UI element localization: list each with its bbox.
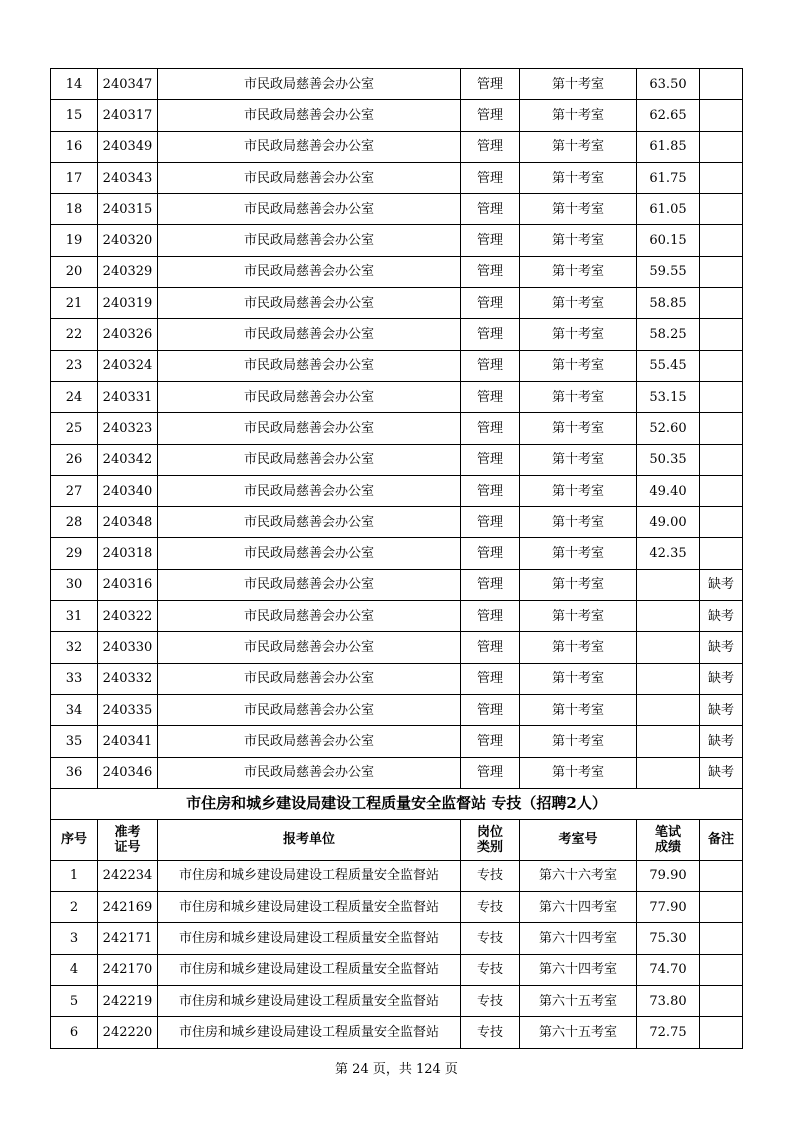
cell-score: 73.80 [637,986,700,1017]
cell-post-type: 管理 [461,256,520,287]
cell-note [700,225,743,256]
cell-score [637,726,700,757]
cell-score [637,694,700,725]
cell-score: 63.50 [637,69,700,100]
cell-unit: 市住房和城乡建设局建设工程质量安全监督站 [158,1017,461,1048]
cell-score: 79.90 [637,860,700,891]
cell-note [700,860,743,891]
cell-unit: 市民政局慈善会办公室 [158,225,461,256]
cell-seq: 19 [51,225,98,256]
table-row [51,892,743,923]
cell-post-type: 管理 [461,131,520,162]
table-row [51,100,743,131]
cell-unit: 市民政局慈善会办公室 [158,69,461,100]
cell-seq: 29 [51,538,98,569]
table-row [51,131,743,162]
cell-exam-room: 第十考室 [520,413,637,444]
cell-exam-id: 240323 [98,413,158,444]
cell-seq: 1 [51,860,98,891]
cell-unit: 市民政局慈善会办公室 [158,444,461,475]
cell-score: 55.45 [637,350,700,381]
header-seq: 序号 [51,819,98,860]
cell-unit: 市民政局慈善会办公室 [158,319,461,350]
cell-note [700,507,743,538]
cell-unit: 市民政局慈善会办公室 [158,350,461,381]
cell-post-type: 管理 [461,319,520,350]
cell-exam-room: 第十考室 [520,381,637,412]
cell-note [700,131,743,162]
table-row [51,288,743,319]
cell-exam-room: 第十考室 [520,663,637,694]
cell-exam-id: 240348 [98,507,158,538]
table-row [51,350,743,381]
cell-seq: 14 [51,69,98,100]
cell-note [700,475,743,506]
cell-seq: 34 [51,694,98,725]
table-row [51,413,743,444]
cell-unit: 市民政局慈善会办公室 [158,726,461,757]
cell-note [700,923,743,954]
cell-seq: 17 [51,162,98,193]
cell-post-type: 管理 [461,569,520,600]
cell-seq: 36 [51,757,98,788]
section-title: 市住房和城乡建设局建设工程质量安全监督站 专技（招聘2人） [51,788,743,819]
cell-seq: 33 [51,663,98,694]
cell-score: 61.05 [637,194,700,225]
cell-seq: 23 [51,350,98,381]
cell-exam-room: 第十考室 [520,475,637,506]
cell-post-type: 管理 [461,288,520,319]
cell-score: 53.15 [637,381,700,412]
table-row [51,663,743,694]
cell-note [700,100,743,131]
table-row [51,538,743,569]
table-row [51,162,743,193]
cell-score [637,601,700,632]
cell-unit: 市民政局慈善会办公室 [158,256,461,287]
cell-score: 52.60 [637,413,700,444]
cell-exam-room: 第十考室 [520,757,637,788]
table-body-section-2 [51,860,743,1048]
table-row [51,601,743,632]
table-row [51,757,743,788]
cell-unit: 市民政局慈善会办公室 [158,601,461,632]
header-room: 考室号 [520,819,637,860]
table-row [51,1017,743,1048]
cell-post-type: 专技 [461,860,520,891]
cell-exam-room: 第十考室 [520,601,637,632]
cell-post-type: 管理 [461,225,520,256]
cell-exam-room: 第十考室 [520,726,637,757]
cell-exam-room: 第六十五考室 [520,1017,637,1048]
cell-post-type: 专技 [461,923,520,954]
cell-post-type: 专技 [461,986,520,1017]
cell-seq: 16 [51,131,98,162]
header-id-line2: 证号 [114,839,141,855]
cell-exam-id: 242220 [98,1017,158,1048]
cell-exam-room: 第十考室 [520,319,637,350]
table-section-2 [51,788,743,860]
cell-seq: 6 [51,1017,98,1048]
cell-exam-room: 第六十四考室 [520,892,637,923]
cell-note: 缺考 [700,632,743,663]
cell-unit: 市民政局慈善会办公室 [158,569,461,600]
cell-unit: 市民政局慈善会办公室 [158,131,461,162]
cell-exam-id: 240330 [98,632,158,663]
cell-exam-room: 第十考室 [520,100,637,131]
table-row [51,569,743,600]
cell-exam-id: 240329 [98,256,158,287]
cell-exam-room: 第十考室 [520,632,637,663]
cell-seq: 24 [51,381,98,412]
page-footer: 第 24 页，共 124 页 [335,1062,458,1077]
table-row [51,923,743,954]
cell-unit: 市住房和城乡建设局建设工程质量安全监督站 [158,923,461,954]
cell-score: 58.85 [637,288,700,319]
cell-score: 60.15 [637,225,700,256]
header-score [637,819,700,860]
cell-note [700,162,743,193]
table-row [51,726,743,757]
cell-exam-id: 240317 [98,100,158,131]
cell-unit: 市民政局慈善会办公室 [158,757,461,788]
header-score-line1: 笔试 [654,824,681,840]
cell-seq: 26 [51,444,98,475]
cell-seq: 25 [51,413,98,444]
table-body-section-1 [51,69,743,789]
cell-seq: 18 [51,194,98,225]
cell-exam-id: 240343 [98,162,158,193]
cell-exam-id: 240335 [98,694,158,725]
header-type [461,819,520,860]
table-row [51,444,743,475]
cell-exam-room: 第十考室 [520,225,637,256]
cell-note: 缺考 [700,694,743,725]
cell-post-type: 管理 [461,475,520,506]
cell-score [637,757,700,788]
cell-post-type: 管理 [461,413,520,444]
cell-score: 42.35 [637,538,700,569]
cell-unit: 市民政局慈善会办公室 [158,162,461,193]
cell-score: 61.75 [637,162,700,193]
cell-exam-id: 240324 [98,350,158,381]
cell-post-type: 管理 [461,663,520,694]
cell-seq: 20 [51,256,98,287]
cell-post-type: 管理 [461,444,520,475]
cell-exam-id: 240341 [98,726,158,757]
cell-score: 62.65 [637,100,700,131]
cell-unit: 市住房和城乡建设局建设工程质量安全监督站 [158,892,461,923]
header-score-line2: 成绩 [654,839,681,855]
cell-score: 72.75 [637,1017,700,1048]
cell-score: 61.85 [637,131,700,162]
cell-exam-id: 240347 [98,69,158,100]
table-row [51,694,743,725]
cell-note [700,288,743,319]
cell-exam-id: 242170 [98,954,158,985]
cell-exam-id: 240320 [98,225,158,256]
cell-exam-id: 240316 [98,569,158,600]
cell-exam-room: 第十考室 [520,194,637,225]
cell-seq: 3 [51,923,98,954]
cell-seq: 30 [51,569,98,600]
cell-unit: 市住房和城乡建设局建设工程质量安全监督站 [158,986,461,1017]
cell-exam-id: 240319 [98,288,158,319]
cell-note [700,986,743,1017]
cell-post-type: 管理 [461,69,520,100]
cell-post-type: 管理 [461,694,520,725]
table-row [51,194,743,225]
cell-exam-id: 240315 [98,194,158,225]
cell-score [637,663,700,694]
cell-exam-room: 第六十五考室 [520,986,637,1017]
table-row [51,632,743,663]
header-note: 备注 [700,819,743,860]
cell-note: 缺考 [700,757,743,788]
cell-unit: 市民政局慈善会办公室 [158,100,461,131]
cell-note [700,413,743,444]
cell-unit: 市民政局慈善会办公室 [158,538,461,569]
cell-exam-id: 240342 [98,444,158,475]
cell-unit: 市住房和城乡建设局建设工程质量安全监督站 [158,954,461,985]
table-row [51,475,743,506]
cell-note [700,1017,743,1048]
cell-unit: 市民政局慈善会办公室 [158,507,461,538]
cell-note [700,892,743,923]
cell-score: 50.35 [637,444,700,475]
results-table [50,68,743,1049]
cell-score: 75.30 [637,923,700,954]
cell-seq: 22 [51,319,98,350]
cell-seq: 21 [51,288,98,319]
cell-unit: 市民政局慈善会办公室 [158,694,461,725]
cell-seq: 32 [51,632,98,663]
cell-unit: 市民政局慈善会办公室 [158,194,461,225]
cell-seq: 5 [51,986,98,1017]
cell-post-type: 专技 [461,892,520,923]
cell-note [700,256,743,287]
cell-exam-room: 第六十四考室 [520,954,637,985]
cell-unit: 市民政局慈善会办公室 [158,381,461,412]
cell-seq: 4 [51,954,98,985]
cell-seq: 27 [51,475,98,506]
cell-exam-room: 第十考室 [520,288,637,319]
cell-seq: 35 [51,726,98,757]
table-header-row [51,819,743,860]
table-row [51,954,743,985]
cell-exam-room: 第十考室 [520,538,637,569]
cell-post-type: 管理 [461,726,520,757]
cell-unit: 市民政局慈善会办公室 [158,288,461,319]
cell-note [700,194,743,225]
cell-seq: 31 [51,601,98,632]
cell-note [700,954,743,985]
cell-post-type: 管理 [461,538,520,569]
cell-unit: 市民政局慈善会办公室 [158,475,461,506]
cell-note: 缺考 [700,601,743,632]
cell-seq: 15 [51,100,98,131]
cell-exam-room: 第六十六考室 [520,860,637,891]
cell-exam-room: 第十考室 [520,69,637,100]
cell-exam-id: 242234 [98,860,158,891]
cell-seq: 28 [51,507,98,538]
cell-unit: 市住房和城乡建设局建设工程质量安全监督站 [158,860,461,891]
cell-post-type: 管理 [461,350,520,381]
cell-score [637,632,700,663]
cell-exam-id: 242171 [98,923,158,954]
cell-exam-id: 240326 [98,319,158,350]
header-unit: 报考单位 [158,819,461,860]
cell-score: 59.55 [637,256,700,287]
cell-note [700,381,743,412]
cell-exam-id: 240322 [98,601,158,632]
cell-score: 58.25 [637,319,700,350]
cell-post-type: 专技 [461,954,520,985]
cell-exam-room: 第十考室 [520,569,637,600]
cell-exam-id: 242169 [98,892,158,923]
cell-seq: 2 [51,892,98,923]
table-row [51,69,743,100]
cell-exam-id: 240331 [98,381,158,412]
cell-exam-id: 240340 [98,475,158,506]
table-row [51,319,743,350]
cell-exam-room: 第十考室 [520,444,637,475]
cell-exam-room: 第十考室 [520,131,637,162]
cell-post-type: 管理 [461,632,520,663]
cell-exam-room: 第十考室 [520,162,637,193]
cell-note [700,444,743,475]
cell-note [700,350,743,381]
header-id [98,819,158,860]
table-row [51,860,743,891]
cell-post-type: 专技 [461,1017,520,1048]
cell-note: 缺考 [700,726,743,757]
cell-exam-id: 240346 [98,757,158,788]
cell-post-type: 管理 [461,162,520,193]
header-type-line1: 岗位 [476,824,503,840]
cell-post-type: 管理 [461,601,520,632]
cell-note [700,319,743,350]
section-title-row [51,788,743,819]
table-row [51,225,743,256]
cell-exam-room: 第十考室 [520,694,637,725]
cell-note [700,69,743,100]
cell-note: 缺考 [700,663,743,694]
cell-note [700,538,743,569]
cell-exam-id: 240349 [98,131,158,162]
cell-exam-id: 242219 [98,986,158,1017]
cell-exam-room: 第十考室 [520,350,637,381]
cell-exam-room: 第十考室 [520,256,637,287]
table-row [51,256,743,287]
cell-exam-room: 第十考室 [520,507,637,538]
cell-post-type: 管理 [461,100,520,131]
cell-post-type: 管理 [461,507,520,538]
cell-score [637,569,700,600]
cell-exam-id: 240332 [98,663,158,694]
cell-unit: 市民政局慈善会办公室 [158,632,461,663]
table-row [51,381,743,412]
cell-post-type: 管理 [461,381,520,412]
cell-exam-room: 第六十四考室 [520,923,637,954]
cell-note: 缺考 [700,569,743,600]
table-row [51,986,743,1017]
table-row [51,507,743,538]
header-id-line1: 准考 [114,824,141,840]
cell-score: 74.70 [637,954,700,985]
cell-score: 49.40 [637,475,700,506]
cell-score: 49.00 [637,507,700,538]
cell-unit: 市民政局慈善会办公室 [158,663,461,694]
cell-post-type: 管理 [461,194,520,225]
cell-unit: 市民政局慈善会办公室 [158,413,461,444]
header-type-line2: 类别 [476,839,503,855]
cell-post-type: 管理 [461,757,520,788]
cell-exam-id: 240318 [98,538,158,569]
cell-score: 77.90 [637,892,700,923]
